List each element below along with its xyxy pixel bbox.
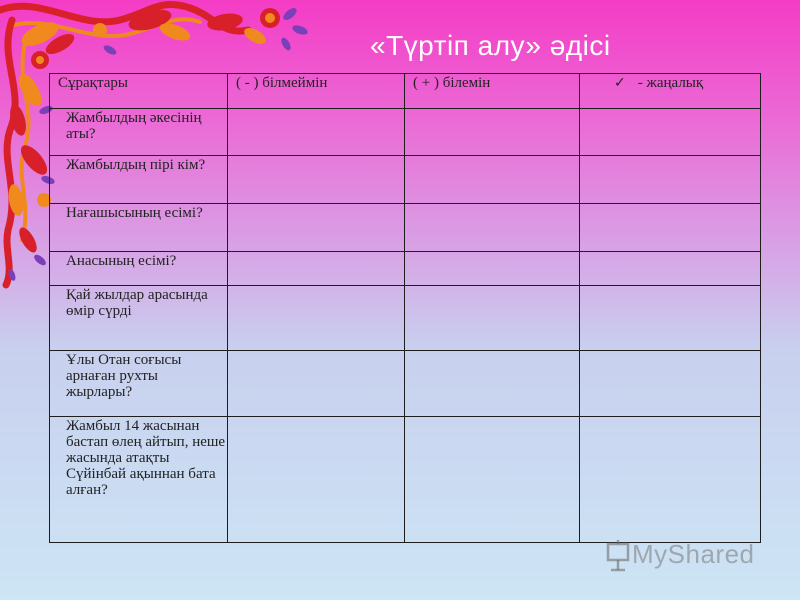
- table-header-row: [50, 74, 761, 109]
- know-cell[interactable]: [405, 204, 580, 252]
- dont-know-cell[interactable]: [228, 252, 405, 286]
- dont-know-cell[interactable]: [228, 351, 405, 417]
- question-cell: Нағашысының есімі?: [50, 204, 228, 252]
- watermark-text: MyShared: [632, 539, 755, 569]
- table-row: [50, 252, 761, 286]
- question-cell: Ұлы Отан соғысы арнаған рухты жырлары?: [50, 351, 228, 417]
- new-info-cell[interactable]: [580, 204, 761, 252]
- know-cell[interactable]: [405, 109, 580, 156]
- presentation-board-icon: [606, 540, 630, 572]
- know-cell[interactable]: [405, 351, 580, 417]
- new-info-cell[interactable]: [580, 417, 761, 543]
- table-row: [50, 204, 761, 252]
- dont-know-cell[interactable]: [228, 204, 405, 252]
- header-new-info: [580, 74, 761, 109]
- table-row: [50, 417, 761, 543]
- question-cell: Жамбылдың әкесінің аты?: [50, 109, 228, 156]
- new-info-cell[interactable]: [580, 156, 761, 204]
- new-info-cell[interactable]: [580, 351, 761, 417]
- know-cell[interactable]: [405, 286, 580, 351]
- know-cell[interactable]: [405, 417, 580, 543]
- header-know: ( + ) білемін: [405, 74, 580, 109]
- header-questions: Сұрақтары: [50, 74, 228, 109]
- question-cell: Жамбылдың пірі кім?: [50, 156, 228, 204]
- table-row: [50, 109, 761, 156]
- survey-table: [49, 73, 761, 543]
- dont-know-cell[interactable]: [228, 286, 405, 351]
- header-new-info-label: - жаңалық: [637, 75, 704, 91]
- header-dont-know: ( - ) білмеймін: [228, 74, 405, 109]
- table-row: [50, 156, 761, 204]
- new-info-cell[interactable]: [580, 286, 761, 351]
- question-cell: Жамбыл 14 жасынан бастап өлең айтып, неше жасында атақты Сүйінбай ақыннан бата алған?: [50, 417, 228, 543]
- know-cell[interactable]: [405, 252, 580, 286]
- question-cell: Қай жылдар арасында өмір сүрді: [50, 286, 228, 351]
- watermark: [606, 538, 766, 574]
- dont-know-cell[interactable]: [228, 156, 405, 204]
- new-info-cell[interactable]: [580, 109, 761, 156]
- know-cell[interactable]: [405, 156, 580, 204]
- checkmark-icon: ✓: [614, 75, 626, 91]
- new-info-cell[interactable]: [580, 252, 761, 286]
- question-cell: Анасының есімі?: [50, 252, 228, 286]
- dont-know-cell[interactable]: [228, 109, 405, 156]
- table-row: [50, 286, 761, 351]
- table-row: [50, 351, 761, 417]
- dont-know-cell[interactable]: [228, 417, 405, 543]
- slide-title: «Түртіп алу» әдісі: [370, 30, 611, 61]
